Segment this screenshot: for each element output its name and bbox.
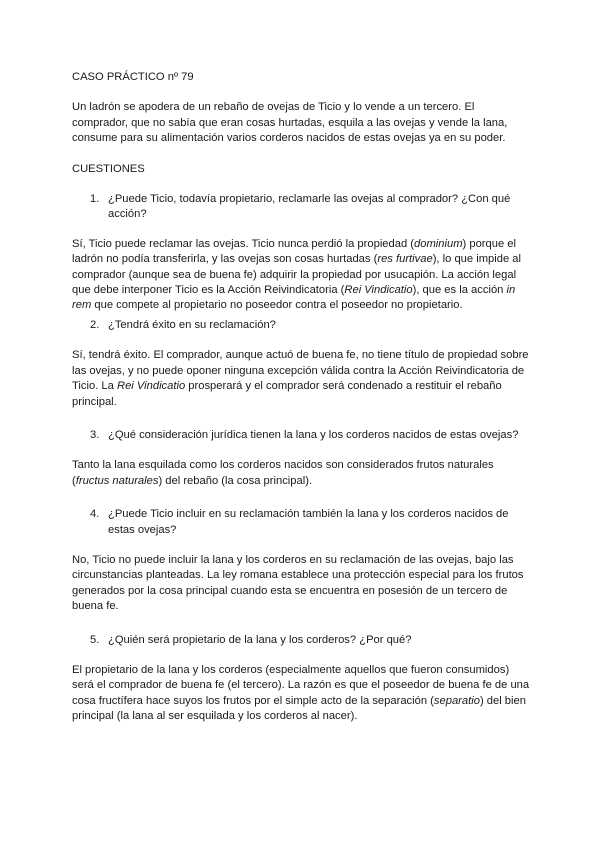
question-4 (72, 507, 530, 538)
latin-term: fructus naturales (75, 474, 159, 487)
answer-text: prosperará y el comprador será condenado a restituir el rebaño principal. (72, 380, 502, 408)
answer-text: Sí, tendrá éxito. El comprador, aunque actuó de buena fe, no tiene título de propiedad sobre las ovejas, y no puede oponer ninguna excepción válida contra la Acción Reivindicatoria de Ticio. La (72, 349, 529, 393)
answer-text: ), lo que impide al comprador (aunque sea de buena fe) adquirir la propiedad por usucapión. La acción legal que debe interponer Ticio es la Acción Reivindicatoria ( (72, 253, 521, 297)
question-text: ¿Quién será propietario de la lana y los corderos? ¿Por qué? (108, 633, 412, 646)
latin-term: in rem (72, 284, 516, 312)
latin-term: Rei Vindicatio (344, 284, 413, 297)
question-text: ¿Puede Ticio, todavía propietario, reclamarle las ovejas al comprador? ¿Con qué acción? (108, 193, 511, 221)
question-number: 3. (90, 428, 100, 441)
answer-1 (72, 237, 530, 314)
answer-text: ) del bien principal (la lana al ser esquilada y los corderos al nacer). (72, 694, 526, 723)
question-number: 1. (90, 193, 100, 206)
answer-2 (72, 348, 530, 410)
answer-4 (72, 553, 530, 615)
latin-term: separatio (433, 694, 480, 707)
question-1 (72, 192, 530, 223)
latin-term: res furtivae (377, 253, 433, 266)
question-3 (72, 428, 530, 443)
answer-text: ) del rebaño (la cosa principal). (158, 474, 313, 487)
question-2 (72, 318, 530, 333)
question-number: 2. (90, 318, 100, 331)
answer-text: Tanto la lana esquilada como los corderos nacidos son considerados frutos naturales ( (72, 459, 494, 487)
question-number: 5. (90, 633, 100, 646)
answer-text: El propietario de la lana y los corderos (especialmente aquellos que fueron consumidos) será el comprador de buena fe (el tercero). La razón es que el poseedor de buena fe de una cosa fructífera hace suyos los frutos por el simple acto de la separación ( (72, 663, 530, 707)
question-text: ¿Puede Ticio incluir en su reclamación también la lana y los corderos nacidos de estas ovejas? (108, 508, 509, 536)
section-heading: CUESTIONES (72, 162, 145, 175)
answer-text: Sí, Ticio puede reclamar las ovejas. Ticio nunca perdió la propiedad ( (72, 237, 415, 250)
answer-text: ), que es la acción (412, 284, 507, 297)
question-5 (72, 633, 530, 648)
case-statement: Un ladrón se apodera de un rebaño de ovejas de Ticio y lo vende a un tercero. El comprador, que no sabía que eran cosas hurtadas, esquila a las ovejas y vende la lana, consume para su alimentación varios corderos nacidos de estas ovejas ya en su poder. (72, 101, 508, 145)
question-text: ¿Tendrá éxito en su reclamación? (108, 318, 276, 331)
answer-5 (72, 663, 530, 725)
latin-term: dominium (414, 237, 463, 250)
question-text: ¿Qué consideración jurídica tienen la lana y los corderos nacidos de estas ovejas? (108, 428, 519, 441)
case-title: CASO PRÁCTICO nº 79 (72, 71, 194, 83)
question-number: 4. (90, 508, 100, 521)
latin-term: Rei Vindicatio (116, 380, 186, 393)
answer-text: que compete al propietario no poseedor contra el poseedor no propietario. (91, 299, 463, 312)
answer-text: No, Ticio no puede incluir la lana y los corderos en su reclamación de las ovejas, bajo las circunstancias planteadas. La ley romana establece una protección especial para los frutos generados por la cosa principal cuando esta se encuentra en posesión de un tercero de buena fe. (72, 553, 524, 613)
answer-3 (72, 458, 530, 489)
answer-text: ) porque el ladrón no podía transferirla, y las ovejas son cosas hurtadas ( (72, 237, 517, 266)
